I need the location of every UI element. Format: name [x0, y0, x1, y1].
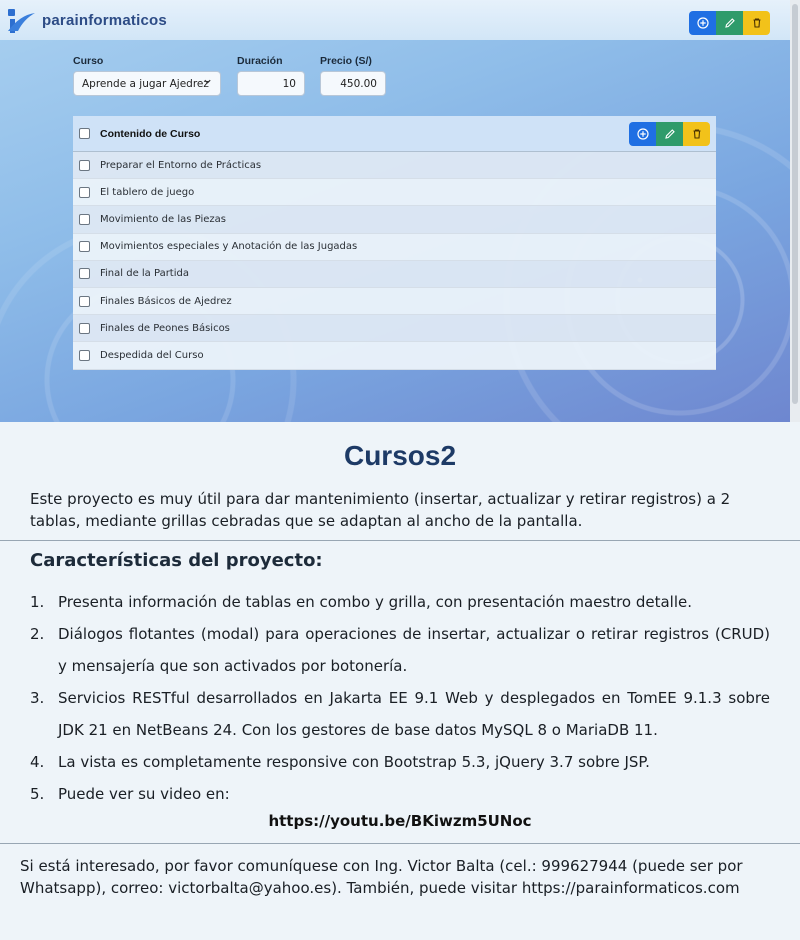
features-list — [30, 586, 770, 810]
select-all-checkbox[interactable] — [79, 128, 90, 139]
chevron-down-icon — [203, 77, 212, 89]
list-text: Presenta información de tablas en combo y grilla, con presentación maestro detalle. — [58, 593, 693, 611]
app-screenshot — [0, 0, 800, 422]
curso-label: Curso — [73, 55, 104, 67]
contact-text: Si está interesado, por favor comuníquese con Ing. Victor Balta (cel.: 999627944 (puede ser por Whatsapp), correo: victorbalta@yahoo.es). También, puede visitar https://parainformaticos.com — [20, 857, 743, 897]
row-checkbox[interactable] — [79, 268, 90, 279]
trash-icon — [691, 128, 703, 140]
intro-text: Este proyecto es muy útil para dar mantenimiento (insertar, actualizar y retirar registros) a 2 tablas, mediante grillas cebradas que se adaptan al ancho de la pantalla. — [30, 490, 731, 530]
duracion-input[interactable] — [237, 71, 305, 96]
row-label: Final de la Partida — [100, 268, 189, 280]
table-row[interactable] — [73, 179, 716, 206]
divider — [0, 540, 800, 541]
table-body — [73, 152, 716, 370]
delete-button[interactable] — [743, 11, 770, 35]
list-item — [30, 778, 770, 810]
page-title: Cursos2 — [343, 440, 457, 471]
trash-icon — [751, 17, 763, 29]
video-link[interactable]: https://youtu.be/BKiwzm5UNoc — [268, 812, 532, 830]
precio-label: Precio (S/) — [320, 55, 372, 67]
row-checkbox[interactable] — [79, 350, 90, 361]
table-header — [73, 116, 716, 152]
row-label: Finales de Peones Básicos — [100, 322, 230, 334]
row-checkbox[interactable] — [79, 214, 90, 225]
scrollbar-thumb[interactable] — [792, 4, 798, 404]
table-row[interactable] — [73, 234, 716, 261]
scrollbar[interactable] — [790, 0, 800, 422]
table-row[interactable] — [73, 288, 716, 315]
content-table — [73, 116, 716, 370]
list-text: Diálogos flotantes (modal) para operaciones de insertar, actualizar o retirar registros (CRUD) y mensajería que son activados por botonería. — [58, 625, 770, 675]
features-title: Características del proyecto: — [30, 550, 323, 571]
list-text: Servicios RESTful desarrollados en Jakarta EE 9.1 Web y desplegados en TomEE 9.1.3 sobre JDK 21 en NetBeans 24. Con los gestores de base datos MySQL 8 o MariaDB 11. — [58, 689, 770, 739]
row-label: El tablero de juego — [100, 186, 195, 198]
list-number: 1. — [30, 593, 45, 611]
plus-circle-icon — [637, 128, 649, 140]
add-button[interactable] — [689, 11, 716, 35]
logo-text: parainformaticos — [42, 11, 167, 29]
duracion-label: Duración — [237, 55, 283, 67]
list-text: La vista es completamente responsive con Bootstrap 5.3, jQuery 3.7 sobre JSP. — [58, 753, 650, 771]
table-row[interactable] — [73, 261, 716, 288]
precio-value: 450.00 — [340, 77, 377, 90]
logo[interactable] — [6, 5, 167, 35]
table-toolbar — [629, 122, 710, 146]
toolbar-buttons — [689, 11, 770, 35]
table-row[interactable] — [73, 342, 716, 369]
list-item — [30, 682, 770, 746]
project-description — [0, 422, 800, 940]
row-label: Movimientos especiales y Anotación de las Jugadas — [100, 241, 358, 253]
edit-row-button[interactable] — [656, 122, 683, 146]
table-row[interactable] — [73, 206, 716, 233]
precio-input[interactable] — [320, 71, 386, 96]
row-checkbox[interactable] — [79, 241, 90, 252]
curso-select[interactable] — [73, 71, 221, 96]
table-header-title: Contenido de Curso — [100, 127, 201, 140]
list-number: 2. — [30, 625, 45, 643]
pencil-icon — [724, 17, 736, 29]
duracion-field — [237, 55, 305, 96]
duracion-value: 10 — [282, 77, 296, 90]
row-label: Movimiento de las Piezas — [100, 213, 226, 225]
table-row[interactable] — [73, 152, 716, 179]
edit-button[interactable] — [716, 11, 743, 35]
table-row[interactable] — [73, 315, 716, 342]
navbar — [0, 0, 790, 40]
row-checkbox[interactable] — [79, 296, 90, 307]
row-checkbox[interactable] — [79, 160, 90, 171]
row-checkbox[interactable] — [79, 323, 90, 334]
row-label: Despedida del Curso — [100, 349, 204, 361]
row-label: Preparar el Entorno de Prácticas — [100, 159, 262, 171]
list-item — [30, 618, 770, 682]
logo-icon — [6, 5, 36, 35]
curso-field — [73, 55, 221, 96]
list-number: 3. — [30, 689, 45, 707]
pencil-icon — [664, 128, 676, 140]
delete-row-button[interactable] — [683, 122, 710, 146]
list-item — [30, 746, 770, 778]
list-item — [30, 586, 770, 618]
precio-field — [320, 55, 386, 96]
add-row-button[interactable] — [629, 122, 656, 146]
plus-circle-icon — [697, 17, 709, 29]
row-checkbox[interactable] — [79, 187, 90, 198]
list-number: 5. — [30, 785, 45, 803]
list-number: 4. — [30, 753, 45, 771]
row-label: Finales Básicos de Ajedrez — [100, 295, 232, 307]
list-text: Puede ver su video en: — [58, 785, 230, 803]
divider — [0, 843, 800, 844]
curso-select-value: Aprende a jugar Ajedrez — [82, 77, 209, 90]
